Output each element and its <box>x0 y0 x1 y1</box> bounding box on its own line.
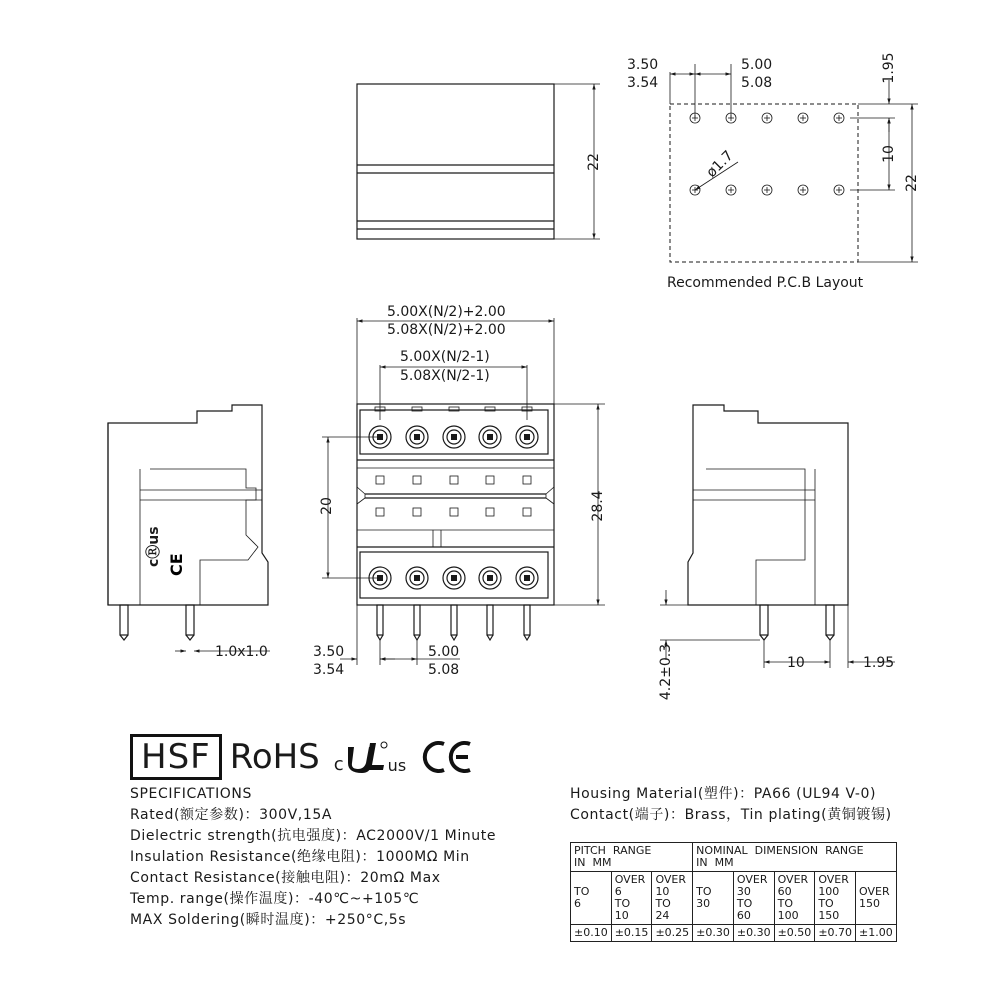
pcb-dim-10: 10 <box>881 145 897 163</box>
tolerance-range-cell: TO 30 <box>693 872 734 925</box>
solder-pin <box>377 605 383 635</box>
contact-square <box>450 476 458 484</box>
pcb-dim-500: 5.00 <box>741 57 773 73</box>
tolerance-range-cell: OVER 100 TO 150 <box>815 872 856 925</box>
tolerance-range-cell: OVER 30 TO 60 <box>733 872 774 925</box>
contact-square <box>523 476 531 484</box>
tolerance-value-cell: ±0.50 <box>774 925 815 942</box>
spec-soldering: MAX Soldering(瞬时温度)：+250°C,5s <box>130 912 407 928</box>
contact-square <box>486 476 494 484</box>
tolerance-value-cell: ±0.30 <box>733 925 774 942</box>
spec-dielectric: Dielectric strength(抗电强度)：AC2000V/1 Minute <box>130 828 497 844</box>
pin-tip <box>414 635 420 640</box>
spec-title: SPECIFICATIONS <box>130 786 252 802</box>
left-side-view <box>108 405 270 660</box>
tolerance-range-cell: OVER 6 TO 10 <box>611 872 652 925</box>
screw-slot <box>487 575 493 581</box>
front-height-20: 20 <box>319 497 335 515</box>
contact-square <box>523 508 531 516</box>
front-bottom-354: 3.54 <box>313 662 345 678</box>
rohs-logo: RoHS <box>229 737 320 777</box>
solder-pin <box>414 605 420 635</box>
pcb-layout-caption: Recommended P.C.B Layout <box>667 275 864 291</box>
ul-us-letters: us <box>387 756 407 775</box>
hsf-logo: HSF <box>130 734 222 780</box>
tolerance-value-cell: ±0.25 <box>652 925 693 942</box>
tolerance-value-cell: ±1.00 <box>856 925 897 942</box>
contact-square <box>450 508 458 516</box>
pcb-dim-508: 5.08 <box>741 75 773 91</box>
tolerance-range-cell: OVER 10 TO 24 <box>652 872 693 925</box>
screw-slot <box>524 434 530 440</box>
pin-tip <box>451 635 457 640</box>
screw-slot <box>451 434 457 440</box>
contact-square <box>413 476 421 484</box>
materials <box>570 784 892 826</box>
nominal-range-header: NOMINAL DIMENSION RANGE IN MM <box>693 843 897 872</box>
ce-logo-icon <box>422 739 474 775</box>
tolerance-range-cell: TO 6 <box>571 872 612 925</box>
certification-logos <box>130 734 474 780</box>
left-side-ul-mark <box>145 526 162 567</box>
front-bottom-508: 5.08 <box>428 662 460 678</box>
right-dim-195: 1.95 <box>863 655 895 671</box>
specifications <box>130 784 496 931</box>
front-bottom-500: 5.00 <box>428 644 460 660</box>
spec-insulation: Insulation Resistance(绝缘电阻)：1000MΩ Min <box>130 849 470 865</box>
screw-slot <box>414 575 420 581</box>
pin-tip <box>487 635 493 640</box>
tolerance-value-cell: ±0.15 <box>611 925 652 942</box>
pcb-dim-195: 1.95 <box>881 52 897 84</box>
tolerance-table <box>570 842 897 942</box>
spec-temp: Temp. range(操作温度)：-40℃~+105℃ <box>130 891 420 907</box>
tolerance-range-cell: OVER 150 <box>856 872 897 925</box>
pcb-dim-22: 22 <box>904 174 920 192</box>
ul-mark-icon <box>344 739 388 775</box>
pcb-dim-350: 3.50 <box>627 57 659 73</box>
contact-material: Contact(端子)：Brass，Tin plating(黄铜镀锡) <box>570 807 892 823</box>
ul-c-letter: c <box>333 754 344 775</box>
spec-rated: Rated(额定参数)：300V,15A <box>130 807 333 823</box>
pin-tip <box>524 635 530 640</box>
contact-square <box>376 476 384 484</box>
front-width-total-500: 5.00X(N/2)+2.00 <box>387 304 506 320</box>
screw-slot <box>524 575 530 581</box>
pitch-range-header: PITCH RANGE IN MM <box>571 843 693 872</box>
front-height-284: 28.4 <box>590 490 606 522</box>
pcb-hole-diameter: ø1.7 <box>703 147 737 181</box>
solder-pin <box>487 605 493 635</box>
pin-tip <box>377 635 383 640</box>
svg-text:cⓇus: cⓇus <box>146 526 162 567</box>
spec-contact-resistance: Contact Resistance(接触电阻)：20mΩ Max <box>130 870 441 886</box>
top-view-height-dim: 22 <box>586 153 602 171</box>
tolerance-value-cell: ±0.10 <box>571 925 612 942</box>
contact-square <box>413 508 421 516</box>
front-bottom-350: 3.50 <box>313 644 345 660</box>
right-side-view <box>658 405 895 700</box>
tolerance-range-cell: OVER 60 TO 100 <box>774 872 815 925</box>
left-side-ce-mark: CE <box>167 553 186 576</box>
front-width-pitch-500: 5.00X(N/2-1) <box>400 349 490 365</box>
pcb-layout <box>627 52 920 291</box>
screw-slot <box>414 434 420 440</box>
front-width-total-508: 5.08X(N/2)+2.00 <box>387 322 506 338</box>
screw-slot <box>487 434 493 440</box>
front-view <box>313 304 606 678</box>
top-view <box>357 84 602 239</box>
left-pin-size: 1.0x1.0 <box>215 644 268 660</box>
housing-material: Housing Material(塑件)：PA66 (UL94 V-0) <box>570 786 877 802</box>
contact-square <box>376 508 384 516</box>
contact-square <box>486 508 494 516</box>
ul-logo <box>334 739 406 775</box>
screw-slot <box>451 575 457 581</box>
solder-pin <box>451 605 457 635</box>
tolerance-value-cell: ±0.70 <box>815 925 856 942</box>
tolerance-value-cell: ±0.30 <box>693 925 734 942</box>
right-dim-10: 10 <box>787 655 805 671</box>
front-width-pitch-508: 5.08X(N/2-1) <box>400 368 490 384</box>
right-height-42: 4.2±0.3 <box>658 643 674 701</box>
solder-pin <box>524 605 530 635</box>
pcb-dim-354: 3.54 <box>627 75 659 91</box>
